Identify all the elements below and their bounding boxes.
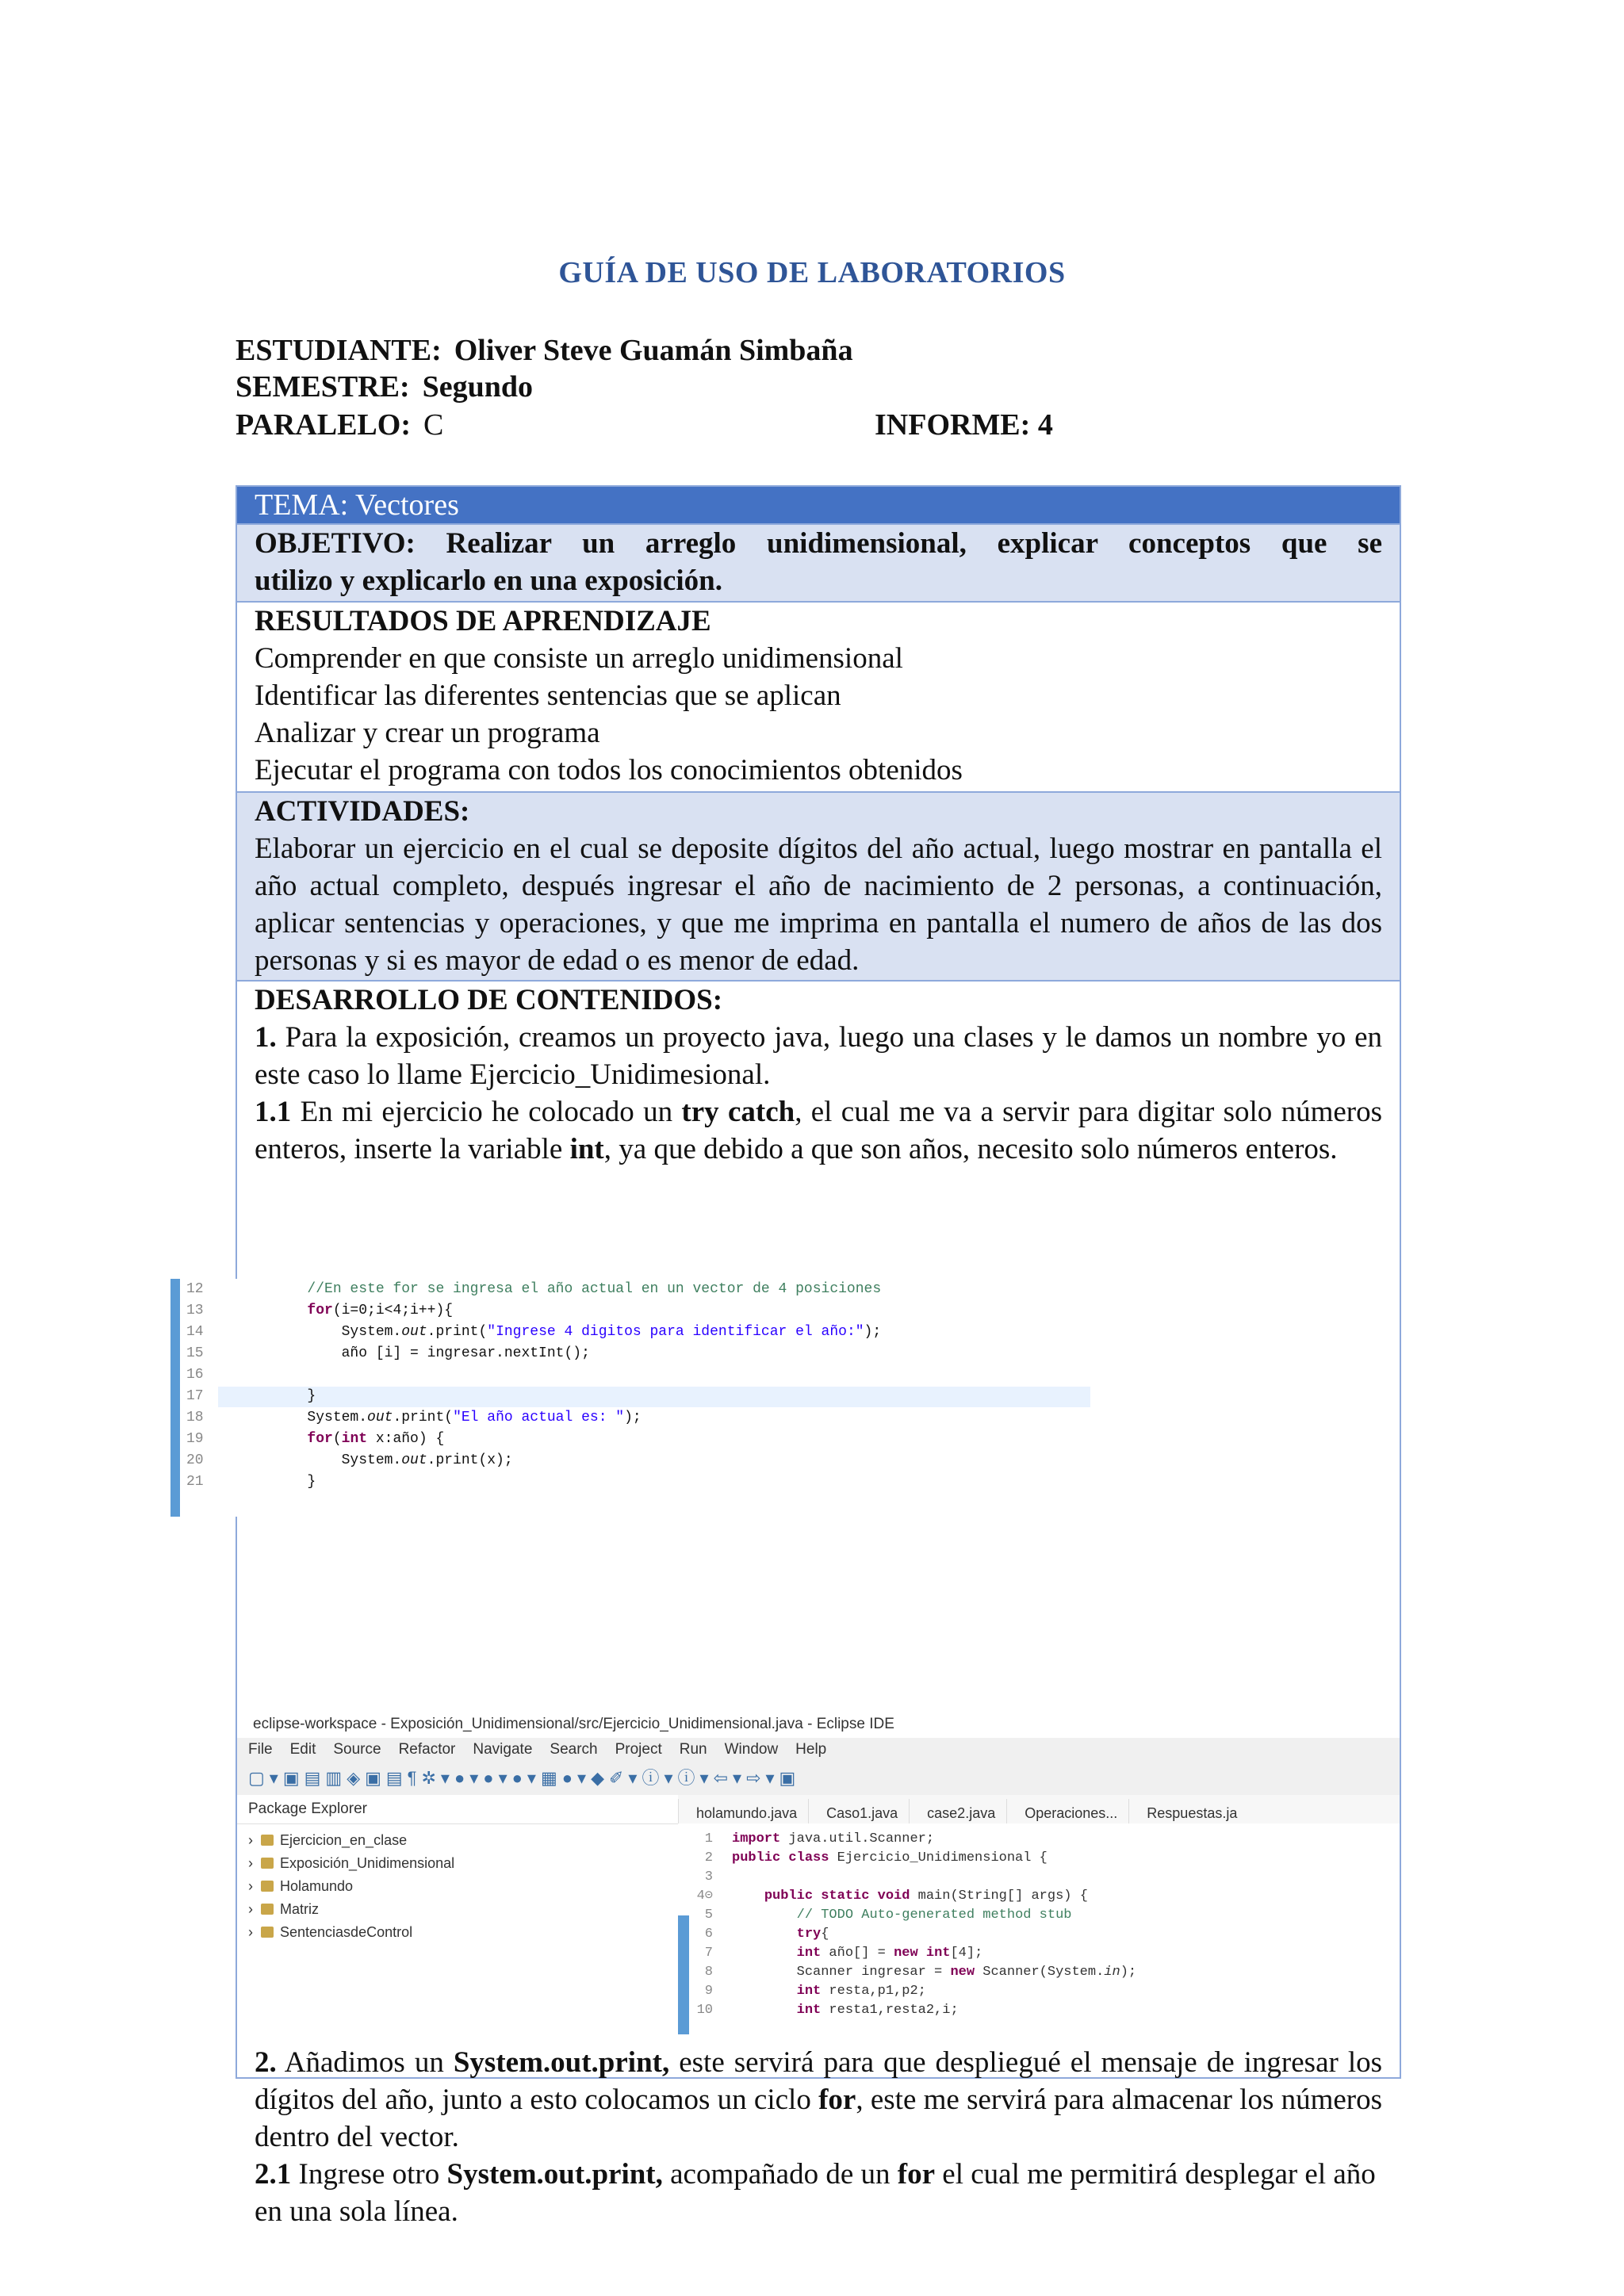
desarrollo-paragraph-2-1: 2.1 Ingrese otro System.out.print, acompañado de un for el cual me permitirá desplegar el año en una sola línea. (255, 2158, 1376, 2228)
tema-row: TEMA: Vectores (237, 487, 1400, 525)
semestre-value: Segundo (422, 370, 534, 404)
menu-search: Search (550, 1741, 598, 1758)
menu-navigate: Navigate (473, 1741, 533, 1758)
desarrollo-paragraph-2: 2. Añadimos un System.out.print, este servirá para que despliegué el mensaje de ingresar los dígitos del año, junto a esto colocamos un ciclo for, este me servirá para almacenar los números dentro del vector. (255, 2046, 1383, 2153)
actividades-heading: ACTIVIDADES: (255, 795, 470, 828)
resultado-item: Analizar y crear un programa (255, 717, 600, 749)
menu-window: Window (724, 1741, 779, 1758)
menu-edit: Edit (289, 1741, 316, 1758)
desarrollo-heading: DESARROLLO DE CONTENIDOS: (255, 984, 723, 1016)
resultado-item: Ejecutar el programa con todos los conocimientos obtenidos (255, 754, 963, 786)
paralelo-value: C (423, 408, 444, 442)
menu-refactor: Refactor (398, 1741, 456, 1758)
menu-source: Source (333, 1741, 381, 1758)
menu-file: File (248, 1741, 273, 1758)
estudiante-line (236, 333, 853, 368)
objetivo-line-2: utilizo y explicarlo en una exposición. (255, 564, 722, 597)
informe-value: 4 (1037, 408, 1053, 442)
package-explorer-title: Package Explorer (237, 1795, 678, 1824)
ide-title-bar: eclipse-workspace - Exposición_Unidimensional/src/Ejercicio_Unidimensional.java - Eclipse IDE (237, 1711, 1400, 1738)
resultados-row (237, 603, 1400, 793)
resultados-heading: RESULTADOS DE APRENDIZAJE (255, 605, 711, 637)
editor-tab: holamundo.java (678, 1799, 808, 1824)
code-editor (678, 1823, 1400, 2034)
objetivo-line-1: OBJETIVO: Realizar un arreglo unidimensional, explicar conceptos que se (255, 527, 1382, 560)
package-explorer (237, 1795, 679, 2034)
semestre-label: SEMESTRE: (236, 370, 410, 404)
editor-tab: Respuestas.ja (1128, 1799, 1248, 1824)
project-item: › Ejercicion_en_clase (248, 1832, 408, 1848)
desarrollo-part-2 (255, 2044, 1382, 2230)
semestre-line (236, 369, 533, 404)
resultado-item: Comprender en que consiste un arreglo unidimensional (255, 642, 903, 675)
menu-project: Project (615, 1741, 662, 1758)
informe-label: INFORME: (875, 408, 1031, 442)
code-image-2: 12 //En este for se ingresa el año actual en un vector de 4 posiciones 13 for(i=0;i<4;i++){ 14 System.out.print("Ingrese 4 digitos para identificar el año:"); 15 año [i] = ingresar.nextInt(); 16 17 } 18 System.out.print("El año actual es: "); 19 for(int x:año) { 20 System.out.print(x); 21 } (170, 1279, 1114, 1517)
project-item: › Exposición_Unidimensional (248, 1855, 455, 1871)
code-gutter-bar (170, 1279, 180, 1517)
project-item: › SentenciasdeControl (248, 1924, 413, 1940)
menu-help: Help (795, 1741, 827, 1758)
ide-toolbar-icons: ▢▾▣▤▥◈▣▤¶✲▾●▾●▾●▾▦●▾◆✐▾ⓘ▾ⓘ▾⇦▾⇨▾▣ (237, 1762, 1400, 1796)
code-image-1: 1 import java.util.Scanner; 2 public class Ejercicio_Unidimensional { 3 4⊝ public static void main(String[] args) { 5 // TODO Auto-generated method stub 6 try{ 7 int año[] = new int[4]; 8 Scanner ingresar = new Scanner(System.in); 9 int resta,p1,p2; 10 int resta1,resta2,i; (696, 1831, 1137, 2018)
editor-tab: case2.java (909, 1799, 1006, 1824)
desarrollo-paragraph-1: 1. Para la exposición, creamos un proyecto java, luego una clases y le damos un nombre yo en este caso lo llame Ejercicio_Unidimesional. (255, 1021, 1383, 1091)
project-folder-icon (261, 1835, 274, 1846)
actividades-row (237, 793, 1400, 982)
menu-run: Run (679, 1741, 707, 1758)
paralelo-label: PARALELO: (236, 408, 411, 442)
project-folder-icon (261, 1927, 274, 1938)
project-folder-icon (261, 1858, 274, 1869)
editor-tab: Operaciones... (1006, 1799, 1128, 1824)
desarrollo-row (237, 982, 1400, 2228)
informe-line (875, 408, 1053, 442)
actividades-text: Elaborar un ejercicio en el cual se deposite dígitos del año actual, luego mostrar en pantalla el año actual completo, después ingresar el año de nacimiento de 2 personas, a continuación, aplicar sentencias y operaciones, y que me imprima en pantalla el numero de años de las dos personas y si es mayor de edad o es menor de edad. (255, 832, 1382, 977)
estudiante-value: Oliver Steve Guamán Simbaña (454, 334, 853, 367)
eclipse-screenshot (237, 1711, 1400, 2034)
project-folder-icon (261, 1904, 274, 1915)
ide-menu-bar (237, 1738, 1400, 1762)
paralelo-line (236, 408, 443, 442)
project-item: › Holamundo (248, 1878, 354, 1894)
document-title: GUÍA DE USO DE LABORATORIOS (558, 256, 1066, 289)
project-folder-icon (261, 1881, 274, 1892)
objetivo-row (237, 525, 1400, 603)
editor-tab: Caso1.java (808, 1799, 909, 1824)
editor-tabs (678, 1795, 1400, 1824)
estudiante-label: ESTUDIANTE: (236, 334, 442, 367)
desarrollo-paragraph-1-1: 1.1 En mi ejercicio he colocado un try catch, el cual me va a servir para digitar solo números enteros, inserte la variable int, ya que debido a que son años, necesito solo números enteros. (255, 1096, 1383, 1165)
resultado-item: Identificar las diferentes sentencias que se aplican (255, 679, 841, 712)
project-item: › Matriz (248, 1901, 319, 1917)
